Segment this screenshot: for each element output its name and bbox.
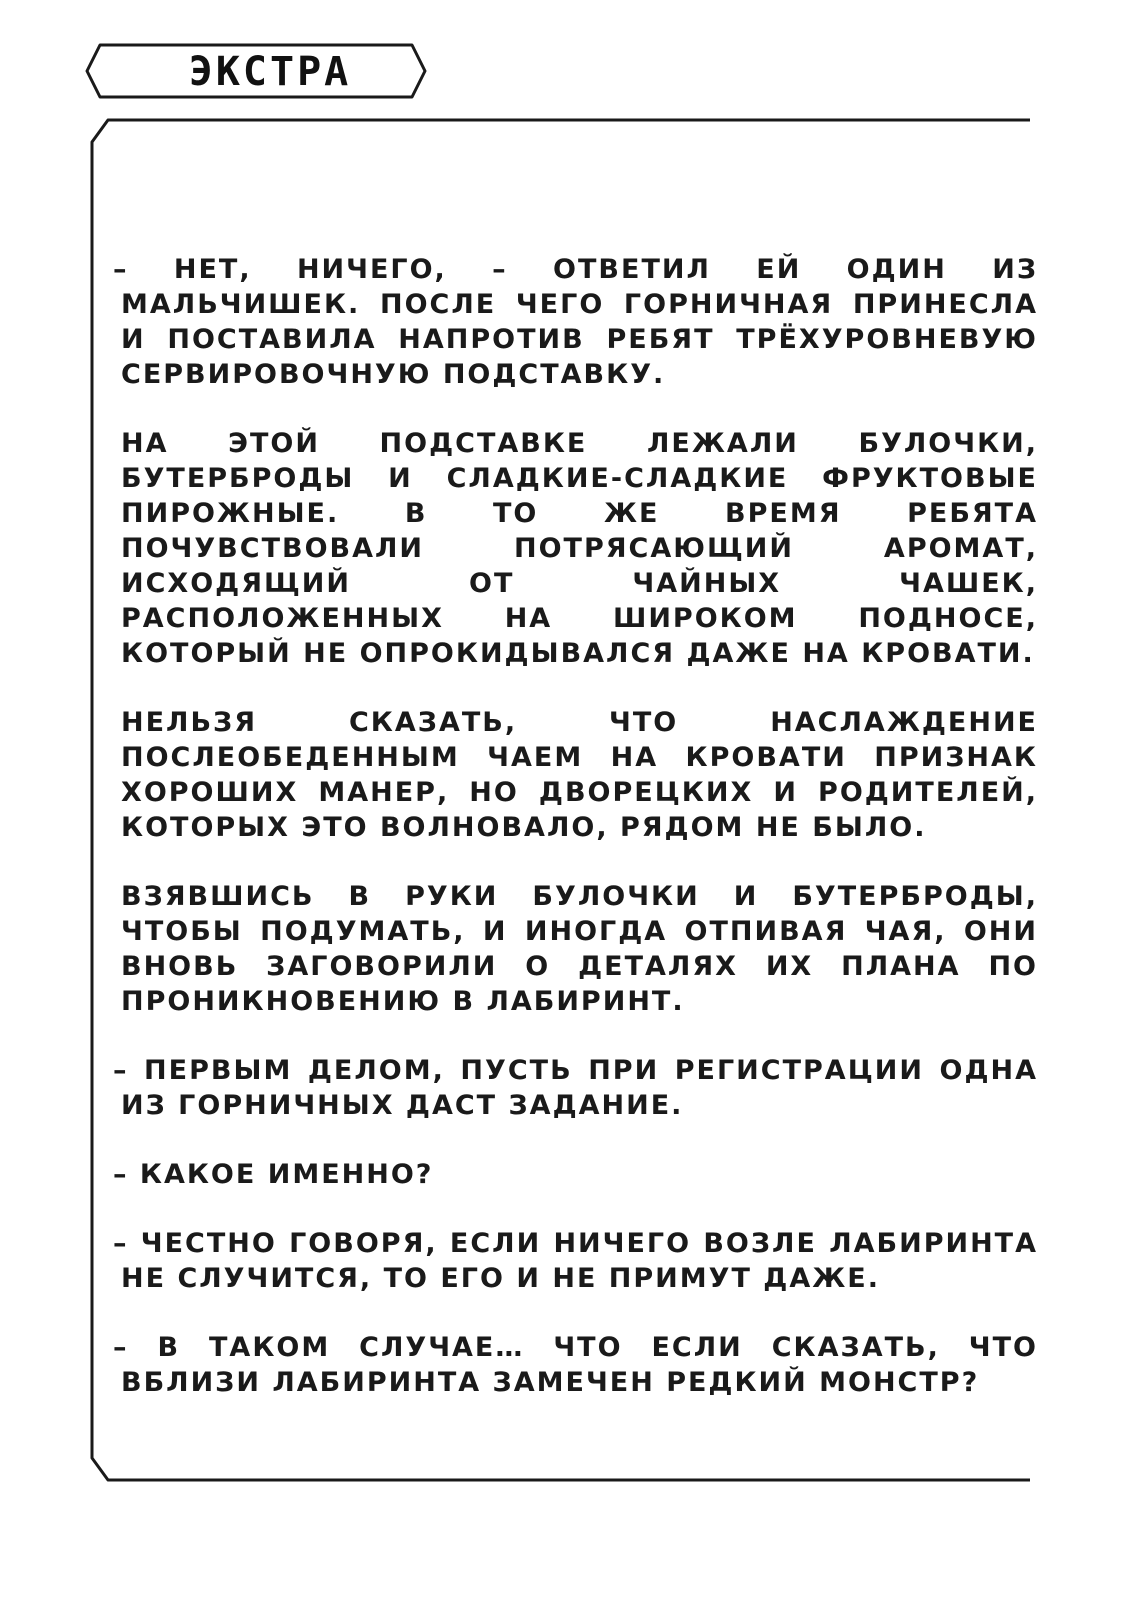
paragraph: – В ТАКОМ СЛУЧАЕ… ЧТО ЕСЛИ СКАЗАТЬ, ЧТО ВБЛИЗИ ЛАБИРИНТА ЗАМЕЧЕН РЕДКИЙ МОНСТР? <box>113 1332 1038 1398</box>
paragraph: – ПЕРВЫМ ДЕЛОМ, ПУСТЬ ПРИ РЕГИСТРАЦИИ ОДНА ИЗ ГОРНИЧНЫХ ДАСТ ЗАДАНИЕ. <box>113 1055 1038 1121</box>
paragraph: – НЕТ, НИЧЕГО, – ОТВЕТИЛ ЕЙ ОДИН ИЗ МАЛЬЧИШЕК. ПОСЛЕ ЧЕГО ГОРНИЧНАЯ ПРИНЕСЛА И ПОСТАВИЛА НАПРОТИВ РЕБЯТ ТРЁХУРОВНЕВУЮ СЕРВИРОВОЧНУЮ ПОДСТАВКУ. <box>113 254 1038 390</box>
section-title: ЭКСТРА <box>188 49 352 95</box>
text-body <box>113 252 1038 1400</box>
paragraph: НЕЛЬЗЯ СКАЗАТЬ, ЧТО НАСЛАЖДЕНИЕ ПОСЛЕОБЕДЕННЫМ ЧАЕМ НА КРОВАТИ ПРИЗНАК ХОРОШИХ МАНЕР, НО ДВОРЕЦКИХ И РОДИТЕЛЕЙ, КОТОРЫХ ЭТО ВОЛНОВАЛО, РЯДОМ НЕ БЫЛО. <box>121 707 1038 843</box>
paragraph: ВЗЯВШИСЬ В РУКИ БУЛОЧКИ И БУТЕРБРОДЫ, ЧТОБЫ ПОДУМАТЬ, И ИНОГДА ОТПИВАЯ ЧАЯ, ОНИ ВНОВЬ ЗАГОВОРИЛИ О ДЕТАЛЯХ ИХ ПЛАНА ПО ПРОНИКНОВЕНИЮ В ЛАБИРИНТ. <box>121 881 1038 1017</box>
paragraph: НА ЭТОЙ ПОДСТАВКЕ ЛЕЖАЛИ БУЛОЧКИ, БУТЕРБРОДЫ И СЛАДКИЕ-СЛАДКИЕ ФРУКТОВЫЕ ПИРОЖНЫЕ. В ТО ЖЕ ВРЕМЯ РЕБЯТА ПОЧУВСТВОВАЛИ ПОТРЯСАЮЩИЙ АРОМАТ, ИСХОДЯЩИЙ ОТ ЧАЙНЫХ ЧАШЕК, РАСПОЛОЖЕННЫХ НА ШИРОКОМ ПОДНОСЕ, КОТОРЫЙ НЕ ОПРОКИДЫВАЛСЯ ДАЖЕ НА КРОВАТИ. <box>121 428 1038 669</box>
paragraph: – ЧЕСТНО ГОВОРЯ, ЕСЛИ НИЧЕГО ВОЗЛЕ ЛАБИРИНТА НЕ СЛУЧИТСЯ, ТО ЕГО И НЕ ПРИМУТ ДАЖЕ. <box>113 1228 1038 1294</box>
paragraph: – КАКОЕ ИМЕННО? <box>113 1159 434 1190</box>
